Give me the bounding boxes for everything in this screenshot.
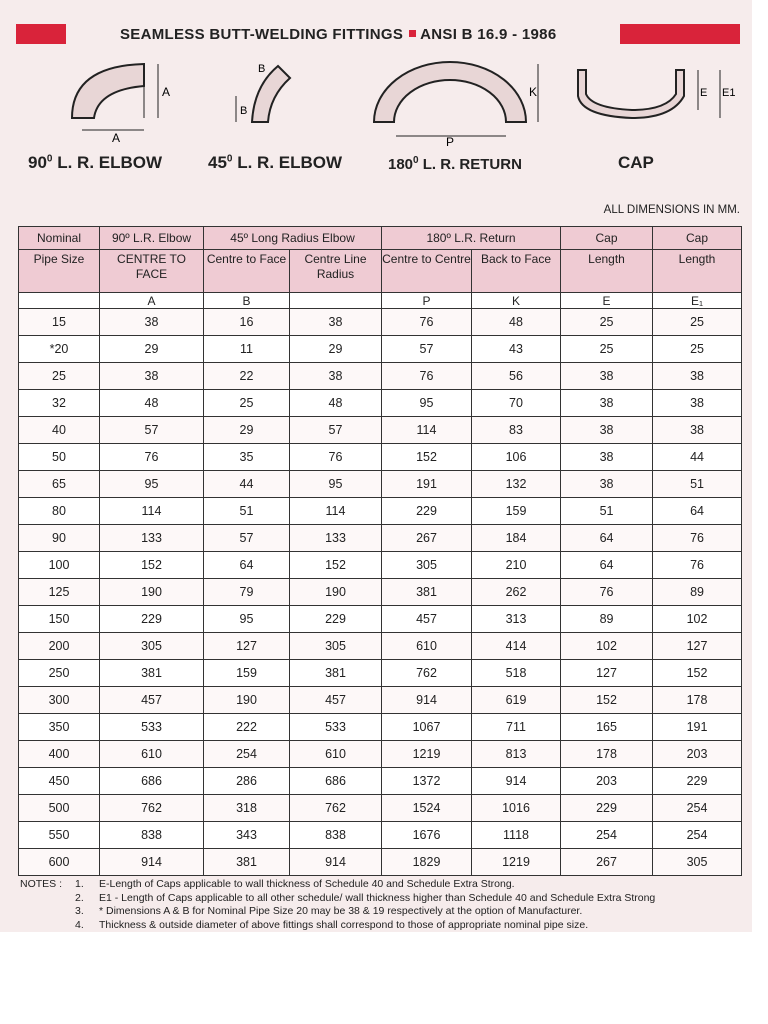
dimension-cell: 70 [472, 390, 561, 417]
label-elbow-45: $45^0$ L. R. ELBOW [208, 153, 343, 172]
dimension-cell: 229 [290, 606, 382, 633]
table-row [19, 390, 742, 417]
subheader-length-1: Length [561, 250, 653, 293]
table-row [19, 309, 742, 336]
dimension-cell: 76 [561, 579, 653, 606]
dimension-cell: 38 [653, 417, 742, 444]
dimension-cell: 1219 [472, 849, 561, 876]
symbol-cell: E [561, 293, 653, 309]
dimension-cell: 610 [100, 741, 204, 768]
dimension-cell: 76 [382, 363, 472, 390]
dimension-cell: 22 [204, 363, 290, 390]
dimension-cell: 1676 [382, 822, 472, 849]
dimension-cell: 254 [653, 822, 742, 849]
dimension-cell: 914 [382, 687, 472, 714]
dimension-cell: 711 [472, 714, 561, 741]
table-row [19, 498, 742, 525]
dimension-cell: 313 [472, 606, 561, 633]
dimension-cell: 184 [472, 525, 561, 552]
dimension-cell: 686 [290, 768, 382, 795]
dimension-cell: 25 [561, 336, 653, 363]
subheader-length-2: Length [653, 250, 742, 293]
return-180-diagram [366, 56, 550, 148]
dimension-cell: 127 [561, 660, 653, 687]
dimension-cell: 95 [382, 390, 472, 417]
dimension-cell: 25 [561, 309, 653, 336]
symbol-cell: E₁ [653, 293, 742, 309]
dimension-cell: 813 [472, 741, 561, 768]
label-return-180: $180^0$ L. R. RETURN [388, 155, 522, 173]
dimension-cell: 152 [382, 444, 472, 471]
dim-a-vertical: A [162, 85, 171, 99]
table-row [19, 822, 742, 849]
symbol-cell [19, 293, 100, 309]
pipe-size-cell: *20 [19, 336, 100, 363]
red-bar-left [16, 24, 66, 44]
table-row [19, 363, 742, 390]
table-symbol-row [19, 293, 742, 309]
dimension-cell: 57 [204, 525, 290, 552]
dimension-cell: 254 [653, 795, 742, 822]
subheader-centre-to-face: CENTRE TO FACE [100, 250, 204, 293]
header-return-180: 180º L.R. Return [382, 227, 561, 250]
dimension-cell: 102 [653, 606, 742, 633]
note-item: 1. E-Length of Caps applicable to wall thickness of Schedule 40 and Schedule Extra Strong. [75, 878, 515, 890]
pipe-size-cell: 15 [19, 309, 100, 336]
pipe-size-cell: 80 [19, 498, 100, 525]
dimension-cell: 152 [653, 660, 742, 687]
table-row [19, 552, 742, 579]
dimension-cell: 159 [472, 498, 561, 525]
dimension-cell: 127 [204, 633, 290, 660]
pipe-size-cell: 100 [19, 552, 100, 579]
dimension-cell: 48 [100, 390, 204, 417]
dimension-cell: 762 [290, 795, 382, 822]
dimension-cell: 57 [382, 336, 472, 363]
dimension-cell: 457 [100, 687, 204, 714]
dimension-cell: 267 [382, 525, 472, 552]
dimension-cell: 165 [561, 714, 653, 741]
dimension-cell: 190 [100, 579, 204, 606]
dimension-cell: 76 [290, 444, 382, 471]
dimension-cell: 619 [472, 687, 561, 714]
dimension-cell: 914 [100, 849, 204, 876]
subheader-back-to-face: Back to Face [472, 250, 561, 293]
dimension-cell: 381 [204, 849, 290, 876]
table-row [19, 579, 742, 606]
pipe-size-cell: 300 [19, 687, 100, 714]
pipe-size-cell: 500 [19, 795, 100, 822]
symbol-cell [290, 293, 382, 309]
dimension-cell: 838 [100, 822, 204, 849]
dimension-cell: 267 [561, 849, 653, 876]
pipe-size-cell: 250 [19, 660, 100, 687]
dimension-cell: 838 [290, 822, 382, 849]
cap-diagram [572, 56, 742, 136]
header-elbow-90: 90º L.R. Elbow [100, 227, 204, 250]
label-elbow-90: $90^0$ L. R. ELBOW [28, 153, 163, 172]
dimension-cell: 38 [653, 390, 742, 417]
dimension-cell: 57 [100, 417, 204, 444]
dimension-cell: 89 [653, 579, 742, 606]
pipe-size-cell: 40 [19, 417, 100, 444]
dimension-cell: 762 [382, 660, 472, 687]
dimension-cell: 178 [653, 687, 742, 714]
dimension-cell: 914 [472, 768, 561, 795]
elbow-45-diagram [232, 56, 302, 146]
dimension-cell: 1067 [382, 714, 472, 741]
dimension-cell: 914 [290, 849, 382, 876]
dimension-cell: 38 [100, 309, 204, 336]
pipe-size-cell: 150 [19, 606, 100, 633]
symbol-cell: K [472, 293, 561, 309]
dimension-cell: 1219 [382, 741, 472, 768]
label-cap: CAP [618, 153, 654, 172]
all-dimensions-note: ALL DIMENSIONS IN MM. [603, 204, 740, 216]
dim-e: E [700, 87, 708, 99]
dimension-cell: 89 [561, 606, 653, 633]
pipe-size-cell: 350 [19, 714, 100, 741]
dimension-cell: 51 [204, 498, 290, 525]
table-row [19, 417, 742, 444]
dimension-cell: 305 [653, 849, 742, 876]
dimension-cell: 95 [290, 471, 382, 498]
dimension-cell: 132 [472, 471, 561, 498]
dimension-cell: 381 [290, 660, 382, 687]
pipe-size-cell: 125 [19, 579, 100, 606]
red-square-icon [409, 30, 416, 37]
table-row [19, 633, 742, 660]
dimension-cell: 305 [290, 633, 382, 660]
dimension-cell: 318 [204, 795, 290, 822]
dimension-cell: 457 [290, 687, 382, 714]
dimension-cell: 229 [100, 606, 204, 633]
pipe-size-cell: 450 [19, 768, 100, 795]
dimension-cell: 222 [204, 714, 290, 741]
dim-b-side: B [240, 105, 248, 117]
header-nominal: Nominal [19, 227, 100, 250]
title-main: SEAMLESS BUTT-WELDING FITTINGS [120, 26, 404, 43]
table-row [19, 471, 742, 498]
dimension-cell: 29 [204, 417, 290, 444]
dimension-cell: 29 [100, 336, 204, 363]
dimension-cell: 64 [204, 552, 290, 579]
dimension-cell: 25 [653, 336, 742, 363]
table-row [19, 687, 742, 714]
dim-k: K [529, 85, 538, 99]
dimension-cell: 203 [653, 741, 742, 768]
dimension-cell: 262 [472, 579, 561, 606]
pipe-size-cell: 25 [19, 363, 100, 390]
dimension-cell: 95 [100, 471, 204, 498]
header-cap-2: Cap [653, 227, 742, 250]
dimension-cell: 610 [382, 633, 472, 660]
dimension-cell: 76 [382, 309, 472, 336]
notes-label: NOTES : [20, 878, 63, 890]
dimension-cell: 76 [653, 525, 742, 552]
dimension-cell: 133 [100, 525, 204, 552]
dimension-cell: 229 [561, 795, 653, 822]
pipe-size-cell: 50 [19, 444, 100, 471]
pipe-size-cell: 32 [19, 390, 100, 417]
dimension-cell: 48 [472, 309, 561, 336]
dimension-cell: 64 [561, 525, 653, 552]
dimensions-table [18, 226, 742, 876]
dimension-cell: 133 [290, 525, 382, 552]
subheader-pipe-size: Pipe Size [19, 250, 100, 293]
dimension-cell: 254 [561, 822, 653, 849]
dimension-cell: 48 [290, 390, 382, 417]
dimension-cell: 83 [472, 417, 561, 444]
dimension-cell: 762 [100, 795, 204, 822]
dimension-cell: 191 [382, 471, 472, 498]
dimension-cell: 610 [290, 741, 382, 768]
table-row [19, 660, 742, 687]
dimension-cell: 38 [561, 363, 653, 390]
table-row [19, 795, 742, 822]
symbol-cell: B [204, 293, 290, 309]
dimension-cell: 159 [204, 660, 290, 687]
dimension-cell: 178 [561, 741, 653, 768]
dimension-cell: 343 [204, 822, 290, 849]
dimension-cell: 152 [561, 687, 653, 714]
dimension-cell: 114 [290, 498, 382, 525]
dimension-cell: 106 [472, 444, 561, 471]
dimension-cell: 38 [561, 444, 653, 471]
dimension-cell: 254 [204, 741, 290, 768]
header-elbow-45: 45º Long Radius Elbow [204, 227, 382, 250]
dimension-cell: 1016 [472, 795, 561, 822]
page-title [120, 26, 556, 43]
note-item: 2. E1 - Length of Caps applicable to all other schedule/ wall thickness higher than Schedule 40 and Schedule Extra Strong [75, 891, 656, 904]
dimension-cell: 38 [290, 363, 382, 390]
dimension-cell: 38 [653, 363, 742, 390]
dimension-cell: 381 [382, 579, 472, 606]
dimension-cell: 95 [204, 606, 290, 633]
symbol-cell: A [100, 293, 204, 309]
dim-b-top: B [258, 63, 266, 75]
dimension-cell: 25 [653, 309, 742, 336]
dimension-cell: 229 [382, 498, 472, 525]
dim-p: P [446, 135, 455, 148]
pipe-size-cell: 600 [19, 849, 100, 876]
dimension-cell: 414 [472, 633, 561, 660]
dimension-cell: 38 [561, 390, 653, 417]
dimension-cell: 381 [100, 660, 204, 687]
dimension-cell: 518 [472, 660, 561, 687]
dimension-cell: 191 [653, 714, 742, 741]
dimension-cell: 51 [561, 498, 653, 525]
dimension-cell: 1372 [382, 768, 472, 795]
header-cap-1: Cap [561, 227, 653, 250]
dimension-cell: 76 [100, 444, 204, 471]
subheader-centre-to-centre: Centre to Centre [382, 250, 472, 293]
dimension-cell: 1118 [472, 822, 561, 849]
table-row [19, 525, 742, 552]
dimension-cell: 11 [204, 336, 290, 363]
dimension-cell: 229 [653, 768, 742, 795]
dimension-cell: 152 [290, 552, 382, 579]
table-row [19, 741, 742, 768]
dimension-cell: 44 [653, 444, 742, 471]
elbow-90-diagram [62, 56, 182, 146]
table-group-header [19, 227, 742, 250]
dimension-cell: 533 [290, 714, 382, 741]
table-row [19, 714, 742, 741]
note-item: 3. * Dimensions A & B for Nominal Pipe Size 20 may be 38 & 19 respectively at the option of Manufacturer. [75, 905, 583, 917]
dimension-cell: 29 [290, 336, 382, 363]
title-standard: ANSI B 16.9 - 1986 [420, 26, 557, 43]
dimension-cell: 38 [290, 309, 382, 336]
dimension-cell: 38 [100, 363, 204, 390]
dimension-cell: 286 [204, 768, 290, 795]
dimension-cell: 1524 [382, 795, 472, 822]
pipe-size-cell: 550 [19, 822, 100, 849]
pipe-size-cell: 200 [19, 633, 100, 660]
dimension-cell: 102 [561, 633, 653, 660]
dimension-cell: 16 [204, 309, 290, 336]
table-row [19, 336, 742, 363]
dimension-cell: 457 [382, 606, 472, 633]
dimension-cell: 51 [653, 471, 742, 498]
table-row [19, 849, 742, 876]
dimension-cell: 127 [653, 633, 742, 660]
dimension-cell: 1829 [382, 849, 472, 876]
dimension-cell: 305 [100, 633, 204, 660]
table-row [19, 768, 742, 795]
dimension-cell: 64 [561, 552, 653, 579]
dimension-cell: 686 [100, 768, 204, 795]
dimension-cell: 305 [382, 552, 472, 579]
dimension-cell: 44 [204, 471, 290, 498]
dimension-cell: 76 [653, 552, 742, 579]
dimension-cell: 38 [561, 417, 653, 444]
dimension-cell: 190 [204, 687, 290, 714]
dimension-cell: 56 [472, 363, 561, 390]
symbol-cell: P [382, 293, 472, 309]
subheader-centre-line-radius: Centre Line Radius [290, 250, 382, 293]
pipe-size-cell: 90 [19, 525, 100, 552]
pipe-size-cell: 400 [19, 741, 100, 768]
pipe-size-cell: 65 [19, 471, 100, 498]
note-item: 4. Thickness & outside diameter of above fittings shall correspond to those of appropriate nominal pipe size. [75, 918, 589, 931]
dimension-cell: 190 [290, 579, 382, 606]
dimension-cell: 57 [290, 417, 382, 444]
dimension-cell: 79 [204, 579, 290, 606]
dimension-cell: 114 [382, 417, 472, 444]
dimension-cell: 35 [204, 444, 290, 471]
table-sub-header [19, 250, 742, 293]
dimension-cell: 38 [561, 471, 653, 498]
dimension-cell: 210 [472, 552, 561, 579]
dim-e1: E1 [722, 87, 736, 99]
dimension-cell: 203 [561, 768, 653, 795]
dimension-cell: 43 [472, 336, 561, 363]
red-bar-right [620, 24, 740, 44]
table-row [19, 444, 742, 471]
dimension-cell: 114 [100, 498, 204, 525]
dimension-cell: 152 [100, 552, 204, 579]
dimension-cell: 64 [653, 498, 742, 525]
dim-a-horizontal: A [112, 131, 121, 145]
dimension-cell: 533 [100, 714, 204, 741]
table-row [19, 606, 742, 633]
subheader-centre-to-face-45: Centre to Face [204, 250, 290, 293]
dimension-cell: 25 [204, 390, 290, 417]
